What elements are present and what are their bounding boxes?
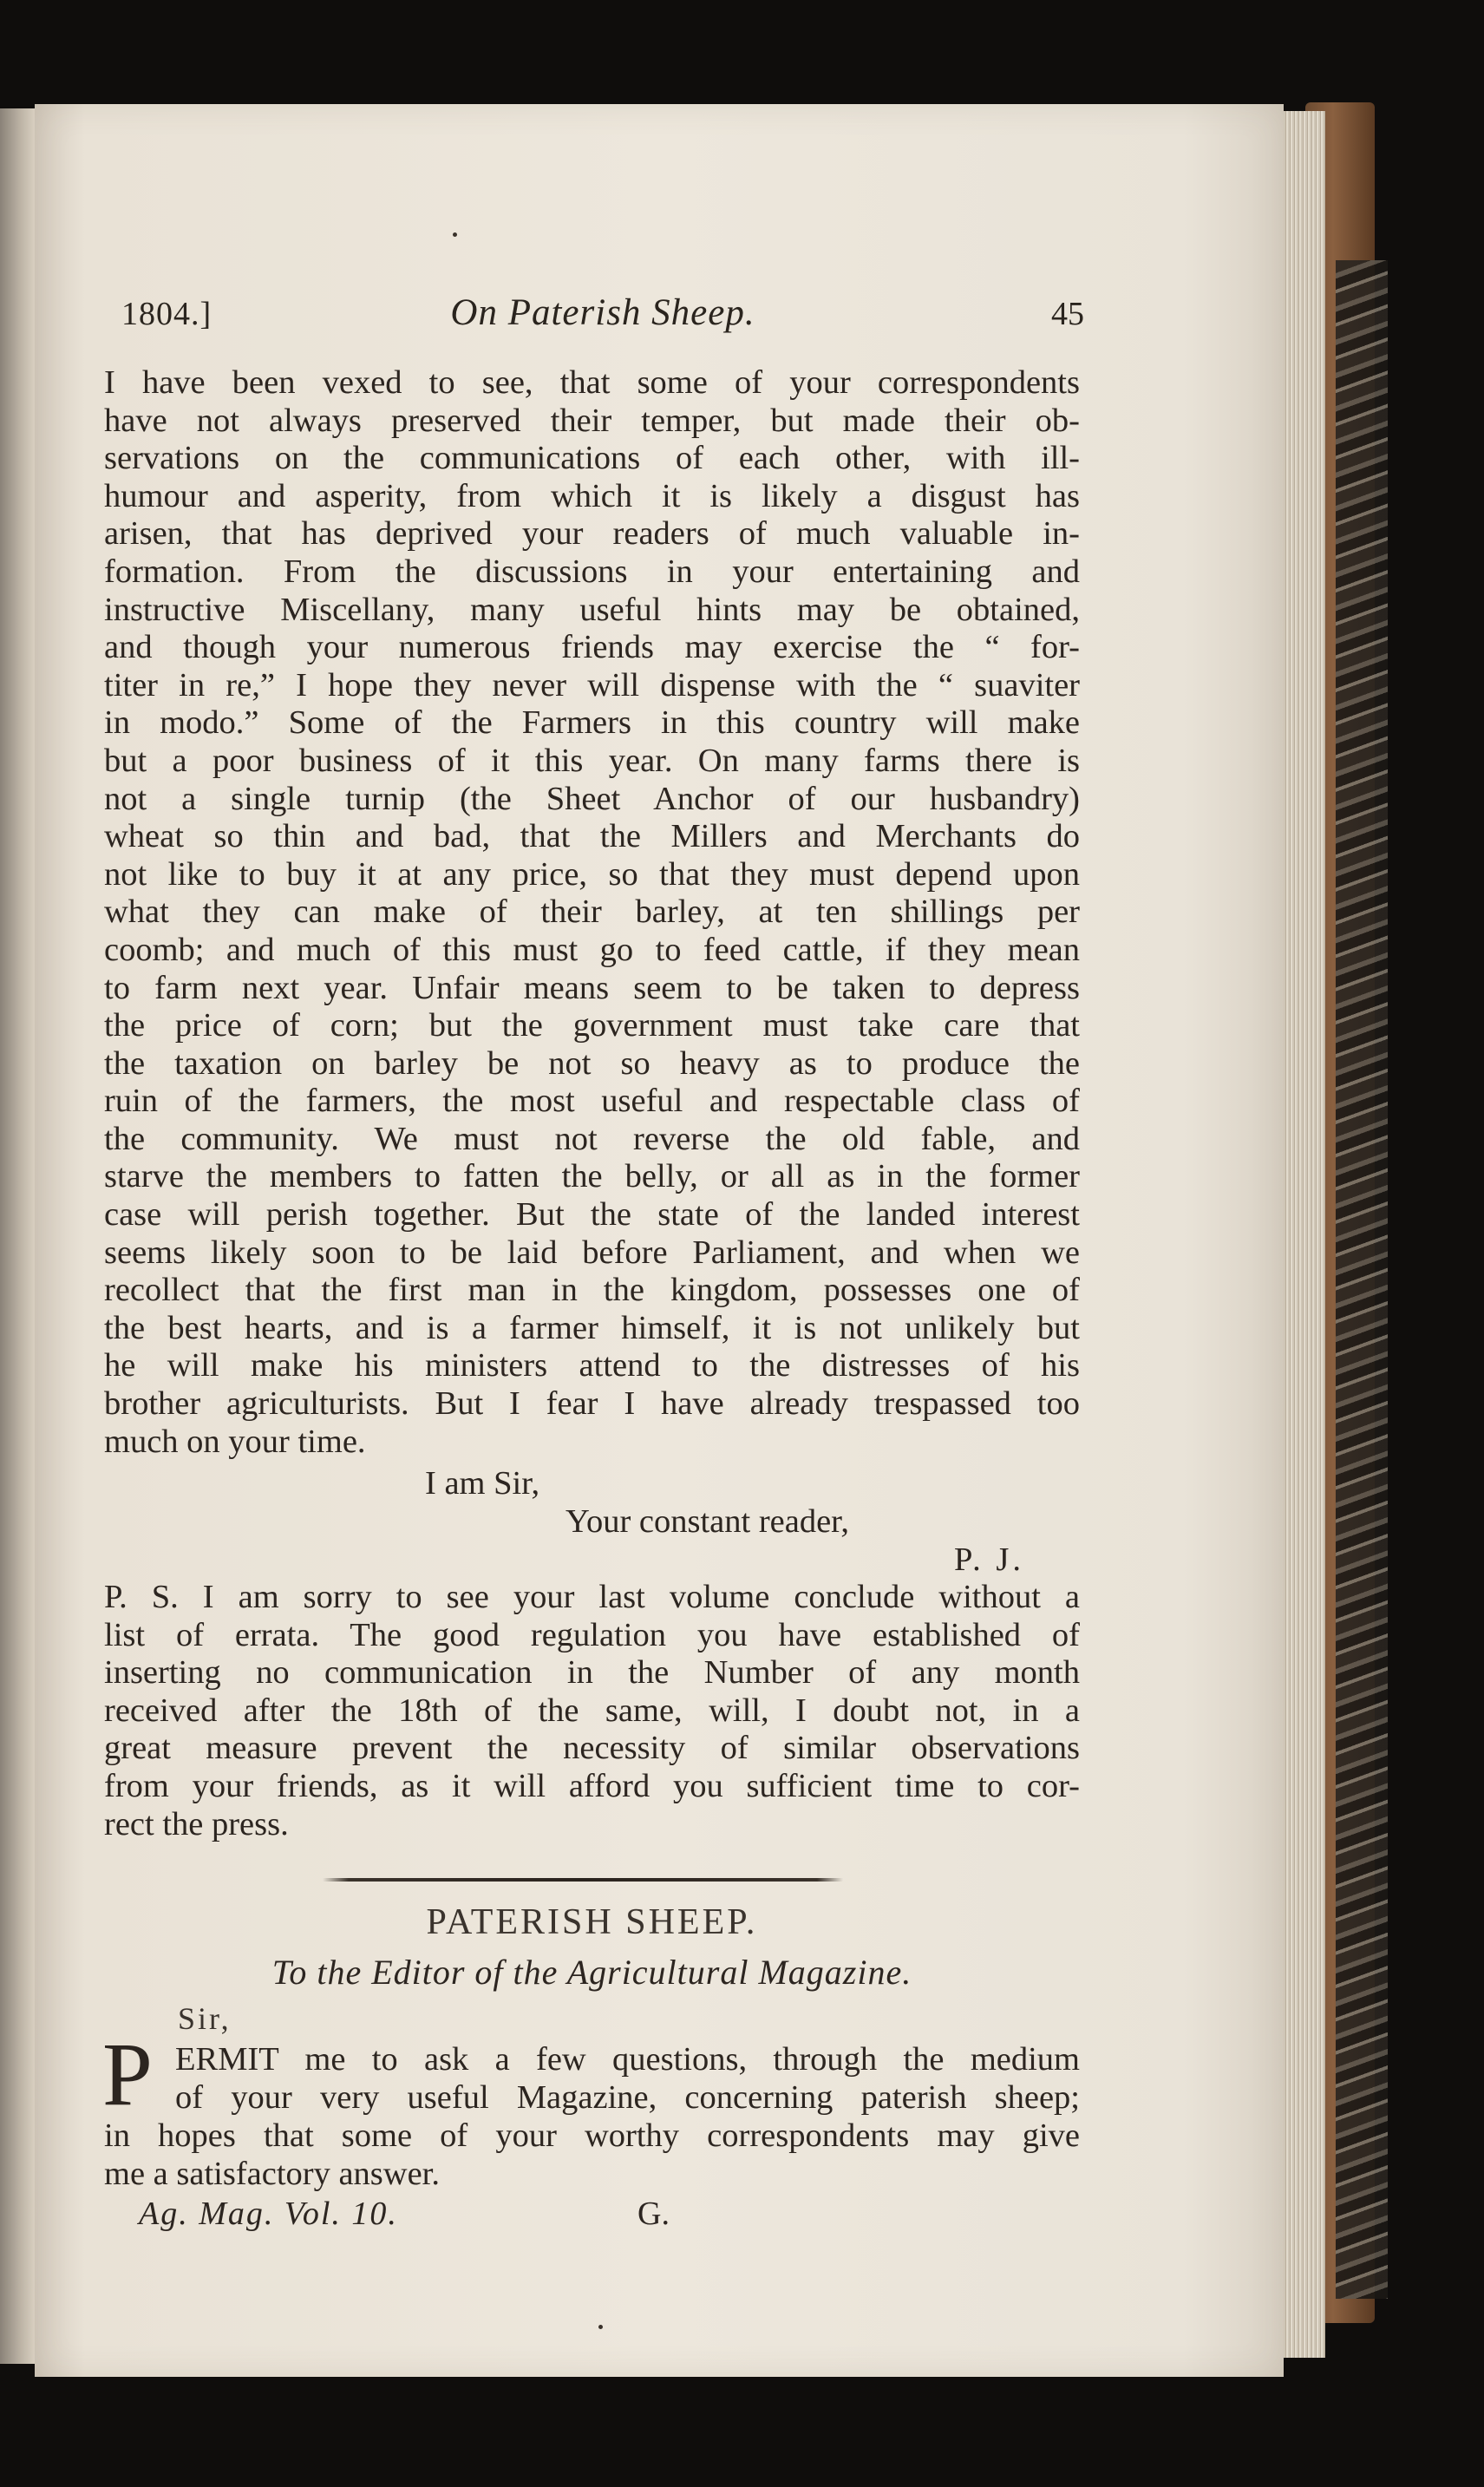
text-line: formation. From the discussions in your entertaining and [104, 553, 1080, 590]
text-line: and though your numerous friends may exercise the “ for- [104, 629, 1080, 666]
text-line: me a satisfactory answer. [104, 2156, 440, 2192]
text-line: great measure prevent the necessity of similar observations [104, 1730, 1080, 1767]
text-line: in hopes that some of your worthy correspondents may give [104, 2117, 1080, 2154]
text-line: the price of corn; but the government must take care that [104, 1007, 1080, 1044]
text-line: in modo.” Some of the Farmers in this country will make [104, 704, 1080, 742]
article-subtitle: To the Editor of the Agricultural Magazine. [271, 1953, 912, 1992]
text-line: but a poor business of it this year. On many farms there is [104, 742, 1080, 779]
text-line: humour and asperity, from which it is likely a disgust has [104, 477, 1080, 514]
text-line: titer in re,” I hope they never will dispense with the “ suaviter [104, 666, 1080, 704]
text-line: inserting no communication in the Number of any month [104, 1654, 1080, 1692]
text-line: the best hearts, and is a farmer himself, it is not unlikely but [104, 1309, 1080, 1346]
text-line: not like to buy it at any price, so that they must depend upon [104, 855, 1080, 893]
postscript [104, 1579, 1080, 1843]
text-line: instructive Miscellany, many useful hints may be obtained, [104, 591, 1080, 628]
text-line: from your friends, as it will afford you sufficient time to cor- [104, 1767, 1080, 1804]
text-line: what they can make of their barley, at ten shillings per [104, 893, 1080, 931]
text-line: brother agriculturists. But I fear I have already trespassed too [104, 1385, 1080, 1423]
closing-line-1: I am Sir, [425, 1465, 540, 1502]
header-year: 1804.] [121, 296, 212, 332]
text-line: list of errata. The good regulation you have established of [104, 1616, 1080, 1653]
text-line: the taxation on barley be not so heavy as to produce the [104, 1044, 1080, 1082]
salutation: Sir, [178, 2001, 232, 2036]
text-line: much on your time. [104, 1423, 366, 1460]
page-speck [453, 232, 457, 237]
text-line: rect the press. [104, 1805, 289, 1842]
signature: P. J. [954, 1541, 1025, 1578]
text-line: to farm next year. Unfair means seem to be taken to depress [104, 969, 1080, 1006]
left-page-edge [0, 108, 35, 2364]
text-line: ruin of the farmers, the most useful and respectable class of [104, 1083, 1080, 1120]
signature-mark: Ag. Mag. Vol. 10. [139, 2196, 398, 2232]
text-line: coomb; and much of this must go to feed cattle, if they mean [104, 931, 1080, 968]
text-line: servations on the communications of each other, with ill- [104, 440, 1080, 477]
drop-cap: P [102, 2025, 153, 2124]
text-line: have not always preserved their temper, but made their ob- [104, 402, 1080, 439]
text-line: of your very useful Magazine, concerning paterish sheep; [175, 2079, 1080, 2116]
gathering-mark: G. [637, 2196, 670, 2232]
marbled-cover-edge [1336, 260, 1388, 2299]
page-speck [598, 2325, 603, 2329]
closing-line-2: Your constant reader, [565, 1503, 850, 1540]
text-line: he will make his ministers attend to the distresses of his [104, 1347, 1080, 1384]
article-title: PATERISH SHEEP. [426, 1902, 758, 1942]
article-body [104, 2040, 1080, 2193]
text-line: received after the 18th of the same, will, I doubt not, in a [104, 1692, 1080, 1729]
text-line: recollect that the first man in the kingdom, possesses one of [104, 1272, 1080, 1309]
text-line: arisen, that has deprived your readers of much valuable in- [104, 515, 1080, 553]
text-line: case will perish together. But the state of the landed interest [104, 1196, 1080, 1234]
text-line: seems likely soon to be laid before Parliament, and when we [104, 1234, 1080, 1271]
text-line: P. S. I am sorry to see your last volume conclude without a [104, 1579, 1080, 1615]
header-title: On Paterish Sheep. [450, 292, 755, 333]
running-header [121, 292, 1084, 338]
page-number: 45 [1051, 296, 1084, 332]
section-divider [323, 1878, 843, 1882]
text-line: the community. We must not reverse the old fable, and [104, 1120, 1080, 1157]
text-line: not a single turnip (the Sheet Anchor of our husbandry) [104, 780, 1080, 817]
text-line: ERMIT me to ask a few questions, through the medium [175, 2041, 1080, 2078]
text-line: starve the members to fatten the belly, or all as in the former [104, 1158, 1080, 1195]
text-line: I have been vexed to see, that some of your correspondents [104, 364, 1080, 401]
letter-body [104, 364, 1080, 1461]
text-line: wheat so thin and bad, that the Millers and Merchants do [104, 818, 1080, 855]
